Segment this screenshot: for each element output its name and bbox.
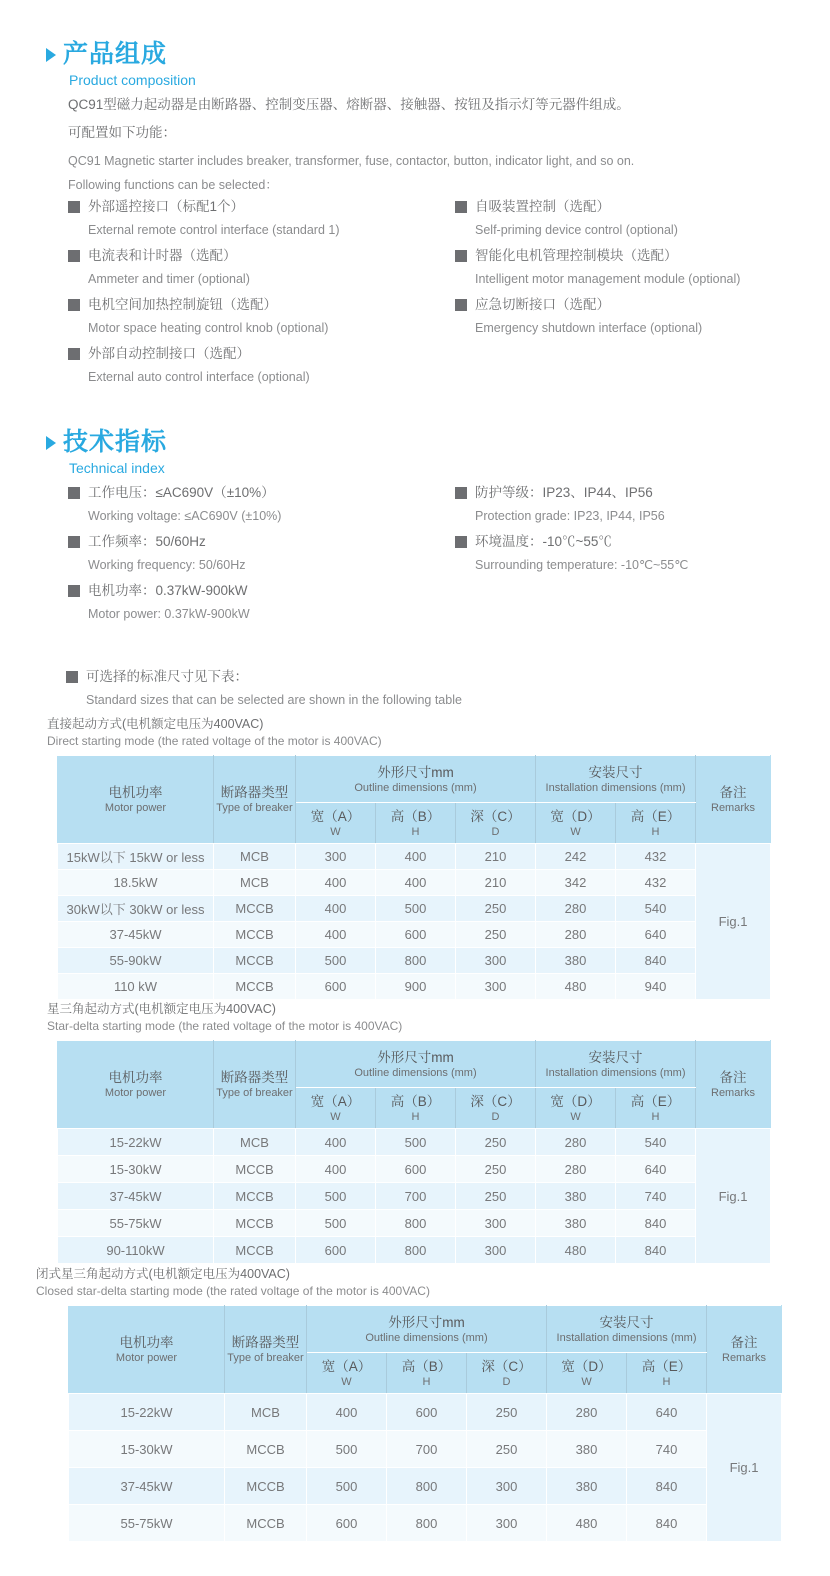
table-cell: MCCB [214, 1183, 296, 1210]
spec-label-en: Protection grade: IP23, IP44, IP56 [475, 509, 665, 523]
table-cell: MCB [225, 1394, 307, 1431]
table-cell: 15-22kW [58, 1129, 214, 1156]
table-cell: 840 [627, 1505, 707, 1542]
table-cell: 432 [616, 870, 696, 896]
section-title-en: Product composition [69, 72, 196, 88]
col-header-breaker: 断路器类型 Type of breaker [214, 1041, 296, 1129]
table-cell: MCB [214, 844, 296, 870]
table-cell: 800 [376, 1237, 456, 1264]
feature-item [68, 198, 455, 239]
table-cell: 280 [536, 1129, 616, 1156]
table-cell: 250 [456, 922, 536, 948]
section-title-zh: 产品组成 [63, 40, 168, 68]
table-row [58, 896, 771, 922]
col-group-outline: 外形尺寸mm Outline dimensions (mm) [296, 1041, 536, 1088]
col-subheader-width-a: 宽（A） W [296, 803, 376, 844]
col-subheader-width-a: 宽（A） W [296, 1088, 376, 1129]
table-row [69, 1431, 782, 1468]
feature-label-zh: 智能化电机管理控制模块（选配） [475, 248, 678, 263]
table-cell: 600 [376, 1156, 456, 1183]
table-cell: 400 [296, 1156, 376, 1183]
table-cell: MCCB [214, 1210, 296, 1237]
table-row [58, 1183, 771, 1210]
table-cell: 400 [307, 1394, 387, 1431]
table-row [58, 1210, 771, 1237]
table-cell: 600 [296, 1237, 376, 1264]
table-cell: MCCB [225, 1431, 307, 1468]
feature-label-en: Self-priming device control (optional) [475, 223, 678, 237]
feature-label-en: Motor space heating control knob (optional) [88, 321, 329, 335]
table-row [69, 1468, 782, 1505]
col-subheader-height-e: 高（E） H [616, 1088, 696, 1129]
table-row [58, 948, 771, 974]
table-cell: 500 [296, 1210, 376, 1237]
table-cell: 840 [616, 948, 696, 974]
feature-label-zh: 外部遥控接口（标配1个） [88, 199, 245, 214]
table-cell: 400 [376, 844, 456, 870]
spec-label-en: Working voltage: ≤AC690V (±10%) [88, 509, 282, 523]
col-header-motor-power: 电机功率 Motor power [58, 756, 214, 844]
col-group-install: 安装尺寸 Installation dimensions (mm) [547, 1306, 707, 1353]
section-technical-header [46, 428, 167, 476]
table-star-delta [47, 1001, 771, 1264]
table-cell: 342 [536, 870, 616, 896]
table-cell: 540 [616, 1129, 696, 1156]
table-cell: MCCB [225, 1505, 307, 1542]
bullet-square-icon [455, 536, 467, 548]
table-cell: 250 [456, 1156, 536, 1183]
table-cell: 15-30kW [69, 1431, 225, 1468]
table-cell: 840 [627, 1468, 707, 1505]
table-cell: 640 [627, 1394, 707, 1431]
table-row [58, 844, 771, 870]
table-cell: 300 [456, 948, 536, 974]
table-cell: 300 [467, 1468, 547, 1505]
spec-item [68, 582, 455, 623]
table-cell: 940 [616, 974, 696, 1000]
table-cell: 15-30kW [58, 1156, 214, 1183]
table-cell: MCB [214, 870, 296, 896]
table-cell: MCCB [214, 974, 296, 1000]
feature-list [68, 198, 790, 394]
note-zh: 可选择的标准尺寸见下表： [86, 669, 248, 684]
table-cell: MCCB [214, 922, 296, 948]
table-cell: MCCB [225, 1468, 307, 1505]
spec-label-en: Surrounding temperature: -10℃~55℃ [475, 558, 689, 572]
col-subheader-height-b: 高（B） H [376, 803, 456, 844]
table-cell: 740 [616, 1183, 696, 1210]
note-en: Standard sizes that can be selected are shown in the following table [86, 693, 462, 707]
table-closed-star-delta [36, 1266, 782, 1542]
feature-item [68, 247, 455, 288]
table-cell: 400 [376, 870, 456, 896]
table-caption-en: Closed star-delta starting mode (the rated voltage of the motor is 400VAC) [36, 1284, 430, 1298]
table-cell: 400 [296, 870, 376, 896]
table-cell: 740 [627, 1431, 707, 1468]
col-group-install: 安装尺寸 Installation dimensions (mm) [536, 756, 696, 803]
col-group-install: 安装尺寸 Installation dimensions (mm) [536, 1041, 696, 1088]
table-cell: 380 [547, 1431, 627, 1468]
bullet-square-icon [455, 201, 467, 213]
col-subheader-depth-c: 深（C） D [467, 1353, 547, 1394]
feature-label-zh: 电流表和计时器（选配） [88, 248, 237, 263]
table-cell: 500 [296, 1183, 376, 1210]
table-caption-zh: 直接起动方式(电机额定电压为400VAC) [47, 717, 264, 731]
spec-list [68, 484, 790, 631]
col-subheader-width-a: 宽（A） W [307, 1353, 387, 1394]
col-subheader-height-b: 高（B） H [387, 1353, 467, 1394]
table-cell: 90-110kW [58, 1237, 214, 1264]
table-cell: 55-90kW [58, 948, 214, 974]
table-cell: 18.5kW [58, 870, 214, 896]
intro-line: QC91 Magnetic starter includes breaker, transformer, fuse, contactor, button, indicator light, and so on. [68, 154, 635, 168]
table-cell: 210 [456, 844, 536, 870]
spec-table [57, 755, 771, 1000]
bullet-square-icon [68, 536, 80, 548]
bullet-square-icon [68, 585, 80, 597]
table-cell: 280 [536, 896, 616, 922]
table-cell: 250 [467, 1431, 547, 1468]
col-header-breaker: 断路器类型 Type of breaker [225, 1306, 307, 1394]
table-cell: 480 [536, 974, 616, 1000]
bullet-square-icon [455, 250, 467, 262]
feature-label-zh: 电机空间加热控制旋钮（选配） [88, 297, 277, 312]
table-cell: 210 [456, 870, 536, 896]
intro-line: 可配置如下功能： [68, 125, 176, 140]
spec-item [455, 484, 790, 525]
table-cell: 15kW以下 15kW or less [58, 844, 214, 870]
standard-sizes-note [66, 668, 766, 717]
feature-label-en: Intelligent motor management module (optional) [475, 272, 741, 286]
table-row [58, 1129, 771, 1156]
col-header-motor-power: 电机功率 Motor power [69, 1306, 225, 1394]
feature-item [68, 345, 455, 386]
table-row [58, 870, 771, 896]
bullet-square-icon [68, 201, 80, 213]
col-subheader-height-e: 高（E） H [627, 1353, 707, 1394]
col-header-breaker: 断路器类型 Type of breaker [214, 756, 296, 844]
table-row [69, 1394, 782, 1431]
table-cell: 300 [467, 1505, 547, 1542]
spec-label-en: Motor power: 0.37kW-900kW [88, 607, 250, 621]
bullet-square-icon [68, 299, 80, 311]
feature-label-zh: 外部自动控制接口（选配） [88, 346, 250, 361]
table-row [58, 974, 771, 1000]
col-subheader-height-e: 高（E） H [616, 803, 696, 844]
table-cell: 300 [296, 844, 376, 870]
spec-item [68, 533, 455, 574]
table-cell: 400 [296, 1129, 376, 1156]
table-cell: 37-45kW [58, 922, 214, 948]
bullet-square-icon [68, 348, 80, 360]
table-cell: 400 [296, 922, 376, 948]
table-cell: 300 [456, 1237, 536, 1264]
table-remark-cell: Fig.1 [696, 844, 771, 1000]
spec-item [455, 533, 790, 574]
col-header-remarks: 备注 Remarks [696, 1041, 771, 1129]
table-cell: 55-75kW [69, 1505, 225, 1542]
section-marker-icon [46, 436, 56, 450]
col-subheader-width-d: 宽（D） W [536, 1088, 616, 1129]
table-caption-en: Star-delta starting mode (the rated voltage of the motor is 400VAC) [47, 1019, 403, 1033]
table-cell: 600 [307, 1505, 387, 1542]
table-direct-starting [47, 716, 771, 1000]
table-cell: MCCB [214, 896, 296, 922]
table-cell: 250 [467, 1394, 547, 1431]
table-cell: 800 [376, 1210, 456, 1237]
table-cell: 800 [387, 1505, 467, 1542]
feature-item [68, 296, 455, 337]
feature-label-zh: 自吸装置控制（选配） [475, 199, 610, 214]
col-group-outline: 外形尺寸mm Outline dimensions (mm) [296, 756, 536, 803]
table-cell: 37-45kW [69, 1468, 225, 1505]
col-subheader-depth-c: 深（C） D [456, 803, 536, 844]
table-cell: 840 [616, 1210, 696, 1237]
spec-label-en: Working frequency: 50/60Hz [88, 558, 246, 572]
feature-label-zh: 应急切断接口（选配） [475, 297, 610, 312]
table-cell: 300 [456, 1210, 536, 1237]
table-cell: 280 [536, 922, 616, 948]
table-cell: 250 [456, 1183, 536, 1210]
table-cell: 242 [536, 844, 616, 870]
section-title-en: Technical index [69, 460, 165, 476]
feature-label-en: External remote control interface (standard 1) [88, 223, 340, 237]
feature-item [455, 247, 790, 288]
table-cell: 840 [616, 1237, 696, 1264]
table-cell: 480 [536, 1237, 616, 1264]
table-cell: 800 [387, 1468, 467, 1505]
spec-label-zh: 电机功率：0.37kW-900kW [88, 583, 248, 598]
section-title-zh: 技术指标 [63, 428, 168, 456]
spec-label-zh: 工作电压：≤AC690V（±10%） [88, 485, 275, 500]
bullet-square-icon [455, 487, 467, 499]
feature-item [455, 198, 790, 239]
table-caption-en: Direct starting mode (the rated voltage of the motor is 400VAC) [47, 734, 382, 748]
bullet-square-icon [66, 671, 78, 683]
table-cell: 500 [307, 1468, 387, 1505]
composition-intro [68, 96, 788, 200]
table-cell: 380 [547, 1468, 627, 1505]
table-row [69, 1505, 782, 1542]
table-cell: 55-75kW [58, 1210, 214, 1237]
table-cell: 700 [376, 1183, 456, 1210]
col-subheader-height-b: 高（B） H [376, 1088, 456, 1129]
bullet-square-icon [68, 250, 80, 262]
feature-label-en: Emergency shutdown interface (optional) [475, 321, 703, 335]
table-cell: 800 [376, 948, 456, 974]
table-cell: 500 [376, 896, 456, 922]
bullet-square-icon [455, 299, 467, 311]
bullet-square-icon [68, 487, 80, 499]
table-caption-zh: 闭式星三角起动方式(电机额定电压为400VAC) [36, 1267, 290, 1281]
spec-item [68, 484, 455, 525]
spec-table [68, 1305, 782, 1542]
col-header-remarks: 备注 Remarks [707, 1306, 782, 1394]
table-cell: 500 [296, 948, 376, 974]
table-cell: 600 [387, 1394, 467, 1431]
table-cell: 15-22kW [69, 1394, 225, 1431]
table-remark-cell: Fig.1 [707, 1394, 782, 1542]
table-caption-zh: 星三角起动方式(电机额定电压为400VAC) [47, 1002, 276, 1016]
spec-label-zh: 工作频率：50/60Hz [88, 534, 206, 549]
col-subheader-depth-c: 深（C） D [456, 1088, 536, 1129]
table-cell: MCB [214, 1129, 296, 1156]
intro-line: QC91型磁力起动器是由断路器、控制变压器、熔断器、接触器、按钮及指示灯等元器件组成。 [68, 97, 630, 112]
table-cell: 480 [547, 1505, 627, 1542]
table-cell: 600 [296, 974, 376, 1000]
intro-line: Following functions can be selected： [68, 178, 278, 192]
table-cell: 380 [536, 948, 616, 974]
table-cell: 280 [536, 1156, 616, 1183]
table-cell: 30kW以下 30kW or less [58, 896, 214, 922]
table-cell: MCCB [214, 1156, 296, 1183]
feature-item [455, 296, 790, 337]
col-subheader-width-d: 宽（D） W [547, 1353, 627, 1394]
table-cell: 700 [387, 1431, 467, 1468]
table-cell: 432 [616, 844, 696, 870]
col-subheader-width-d: 宽（D） W [536, 803, 616, 844]
table-cell: MCCB [214, 1237, 296, 1264]
table-remark-cell: Fig.1 [696, 1129, 771, 1264]
table-row [58, 922, 771, 948]
col-header-remarks: 备注 Remarks [696, 756, 771, 844]
table-cell: 37-45kW [58, 1183, 214, 1210]
spec-label-zh: 环境温度：-10℃~55℃ [475, 534, 612, 549]
table-cell: 110 kW [58, 974, 214, 1000]
table-cell: 500 [307, 1431, 387, 1468]
table-cell: 400 [296, 896, 376, 922]
table-cell: 540 [616, 896, 696, 922]
table-cell: 900 [376, 974, 456, 1000]
section-composition-header [46, 40, 196, 88]
feature-label-en: External auto control interface (optional) [88, 370, 310, 384]
col-group-outline: 外形尺寸mm Outline dimensions (mm) [307, 1306, 547, 1353]
table-cell: 600 [376, 922, 456, 948]
table-cell: 640 [616, 922, 696, 948]
feature-label-en: Ammeter and timer (optional) [88, 272, 250, 286]
table-cell: MCCB [214, 948, 296, 974]
table-cell: 280 [547, 1394, 627, 1431]
spec-table [57, 1040, 771, 1264]
table-cell: 250 [456, 1129, 536, 1156]
table-row [58, 1156, 771, 1183]
table-cell: 380 [536, 1183, 616, 1210]
col-header-motor-power: 电机功率 Motor power [58, 1041, 214, 1129]
table-cell: 250 [456, 896, 536, 922]
spec-label-zh: 防护等级：IP23、IP44、IP56 [475, 485, 653, 500]
table-cell: 300 [456, 974, 536, 1000]
table-cell: 640 [616, 1156, 696, 1183]
section-marker-icon [46, 48, 56, 62]
table-row [58, 1237, 771, 1264]
table-cell: 500 [376, 1129, 456, 1156]
table-cell: 380 [536, 1210, 616, 1237]
